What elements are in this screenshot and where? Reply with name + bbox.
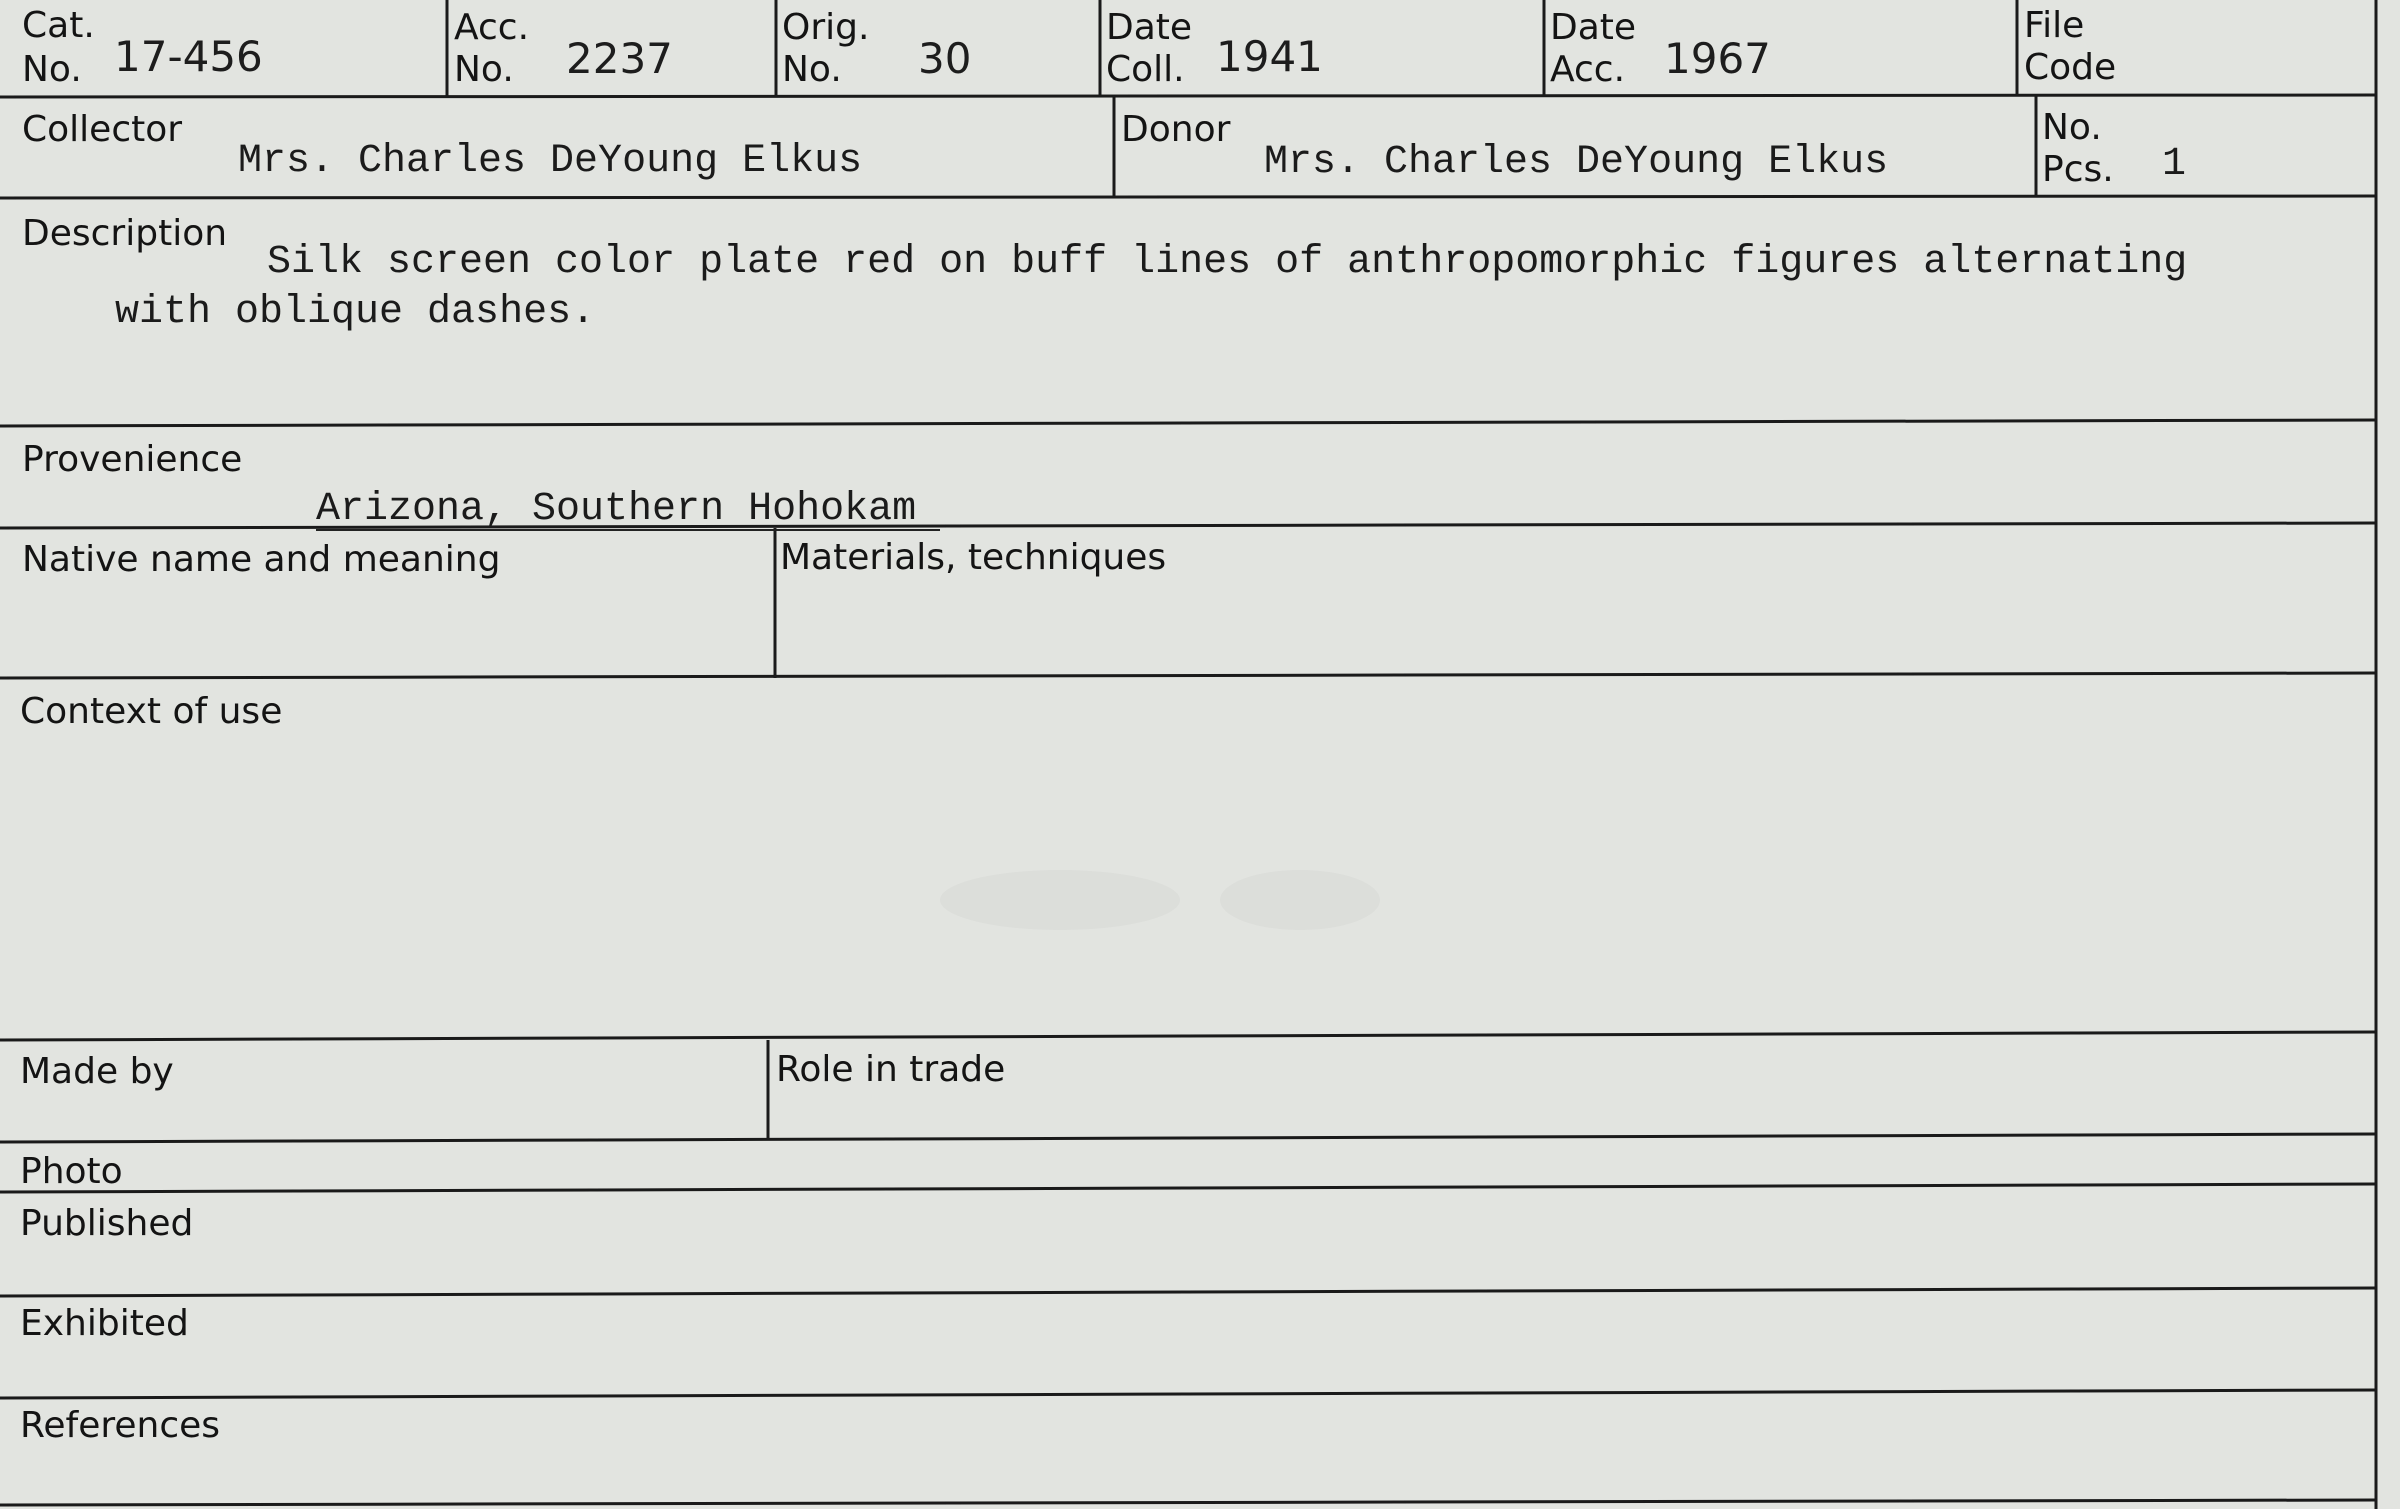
coll-label: Coll. xyxy=(1106,49,1185,90)
cat-label: Cat. xyxy=(22,5,95,46)
orig-label: Orig. xyxy=(782,7,870,48)
card-smudge xyxy=(940,870,1180,930)
donor-label: Donor xyxy=(1121,109,1231,150)
provenience-label: Provenience xyxy=(22,439,243,480)
native-name-label: Native name and meaning xyxy=(22,539,501,580)
made-by-label: Made by xyxy=(20,1051,174,1092)
date-acc-value: 1967 xyxy=(1664,34,1771,83)
role-in-trade-label: Role in trade xyxy=(776,1049,1006,1090)
acc-date-label: Acc. xyxy=(1550,49,1626,90)
file-label: File xyxy=(2024,5,2085,46)
photo-label: Photo xyxy=(20,1151,123,1192)
code-label: Code xyxy=(2024,47,2117,88)
collector-value: Mrs. Charles DeYoung Elkus xyxy=(238,139,863,184)
description-line-1: Silk screen color plate red on buff lines of anthropomorphic figures alternating xyxy=(267,240,2188,285)
references-label: References xyxy=(20,1405,221,1446)
card-smudge xyxy=(1220,870,1380,930)
date-coll-label: Date xyxy=(1106,7,1193,48)
date-coll-value: 1941 xyxy=(1216,32,1323,81)
donor-value: Mrs. Charles DeYoung Elkus xyxy=(1264,140,1889,185)
acc-no-label: No. xyxy=(454,49,514,90)
no-pcs-value: 1 xyxy=(2162,142,2187,187)
description-label: Description xyxy=(22,213,228,254)
exhibited-label: Exhibited xyxy=(20,1303,189,1344)
orig-no-label: No. xyxy=(782,49,842,90)
orig-no-value: 30 xyxy=(918,34,972,83)
context-of-use-label: Context of use xyxy=(20,691,283,732)
materials-label: Materials, techniques xyxy=(780,537,1167,578)
collector-label: Collector xyxy=(22,109,183,150)
provenience-value: Arizona, Southern Hohokam xyxy=(316,487,917,532)
pcs-label: Pcs. xyxy=(2042,149,2114,190)
acc-no-value: 2237 xyxy=(566,34,673,83)
published-label: Published xyxy=(20,1203,194,1244)
date-acc-label: Date xyxy=(1550,7,1637,48)
description-line-2: with oblique dashes. xyxy=(115,290,596,335)
cat-no-value: 17-456 xyxy=(114,32,263,81)
acc-label: Acc. xyxy=(454,7,530,48)
no-label: No. xyxy=(2042,107,2102,148)
cat-no-label: No. xyxy=(22,49,82,90)
